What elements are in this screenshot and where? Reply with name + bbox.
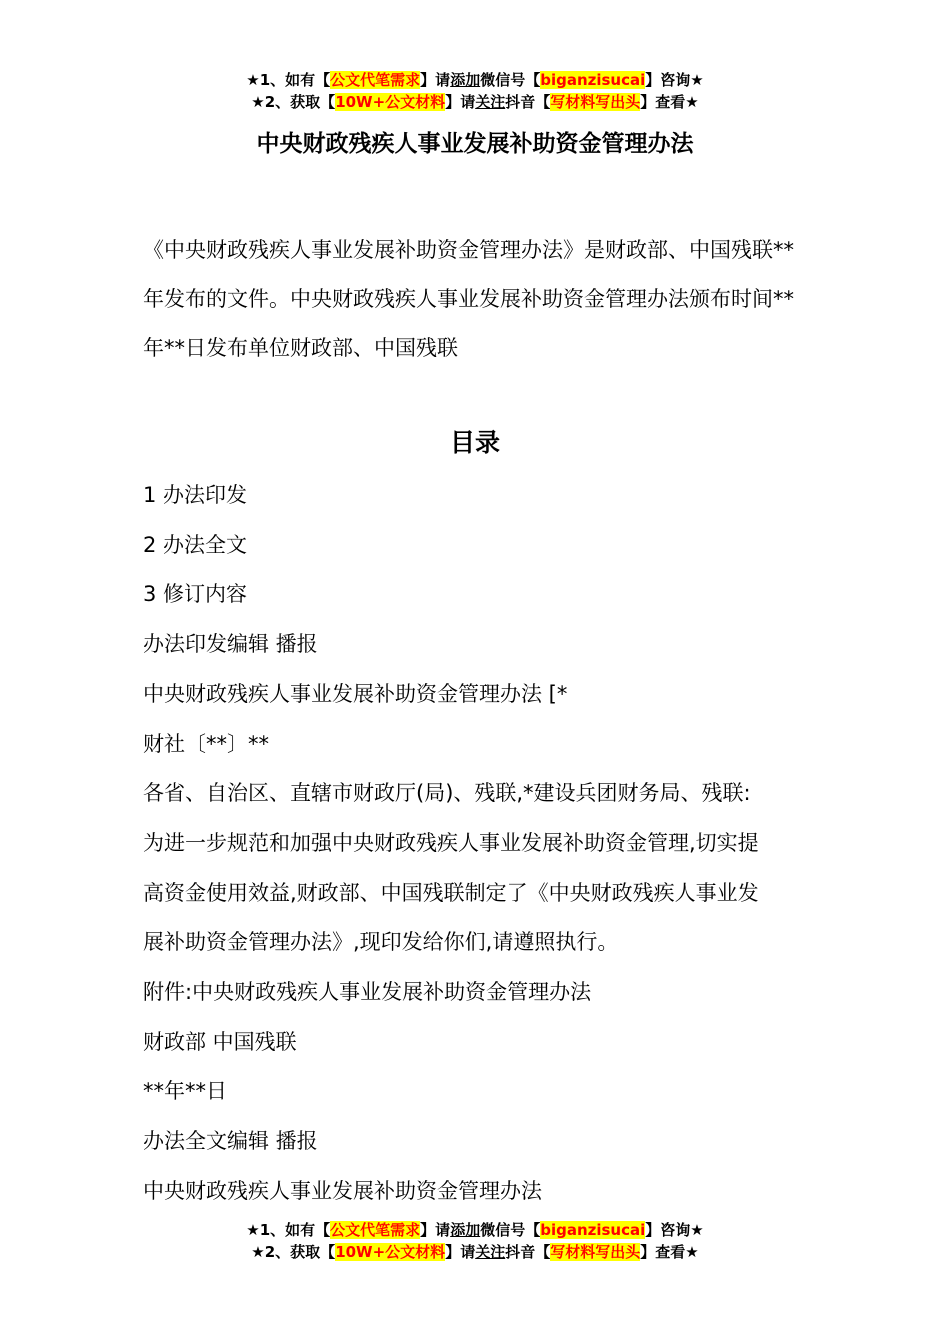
body-line: 附件:中央财政残疾人事业发展补助资金管理办法 [143,980,592,1005]
highlight-service: 公文代笔需求 [330,1221,421,1239]
toc-item: 1 办法印发 [143,483,248,507]
highlight-materials: 10W+公文材料 [335,1243,446,1261]
body-line: 财社〔**〕** [143,731,269,756]
body-line: 展补助资金管理办法》,现印发给你们,请遵照执行。 [143,930,619,955]
body-line: 中央财政残疾人事业发展补助资金管理办法 [143,1178,542,1203]
body-line: 高资金使用效益,财政部、中国残联制定了《中央财政残疾人事业发 [143,880,759,905]
banner-line-1: ★1、如有【公文代笔需求】请添加微信号【biganzisucai】咨询★ [246,71,704,89]
section-heading: 办法全文编辑 播报 [143,1129,318,1154]
highlight-materials: 10W+公文材料 [335,93,446,111]
body-line: **年**日 [143,1079,227,1104]
header-banner [0,69,950,113]
section-heading: 办法印发编辑 播报 [143,632,318,657]
toc-item: 2 办法全文 [143,532,248,557]
body-line: 财政部 中国残联 [143,1029,297,1054]
banner-line-2: ★2、获取【10W+公文材料】请关注抖音【写材料写出头】查看★ [251,1243,699,1261]
toc-heading: 目录 [449,428,500,457]
highlight-service: 公文代笔需求 [330,71,421,89]
footer-banner [0,1219,950,1263]
banner-line-2: ★2、获取【10W+公文材料】请关注抖音【写材料写出头】查看★ [251,93,699,111]
body-line: 各省、自治区、直辖市财政厅(局)、残联,*建设兵团财务局、残联: [143,781,751,806]
body-line: 为进一步规范和加强中央财政残疾人事业发展补助资金管理,切实提 [143,830,759,855]
toc-item: 3 修订内容 [143,582,248,607]
highlight-wechat-id: biganzisucai [540,1221,646,1239]
highlight-douyin-id: 写材料写出头 [550,1243,641,1261]
document-title: 中央财政残疾人事业发展补助资金管理办法 [256,131,694,157]
banner-line-1: ★1、如有【公文代笔需求】请添加微信号【biganzisucai】咨询★ [246,1221,704,1239]
document-body [143,471,813,1217]
highlight-wechat-id: biganzisucai [540,71,646,89]
body-line: 中央财政残疾人事业发展补助资金管理办法 [* [143,681,568,706]
highlight-douyin-id: 写材料写出头 [550,93,641,111]
intro-paragraph: 《中央财政残疾人事业发展补助资金管理办法》是财政部、中国残联**年发布的文件。中央财政残疾人事业发展补助资金管理办法颁布时间**年**日发布单位财政部、中国残联 [143,238,794,360]
